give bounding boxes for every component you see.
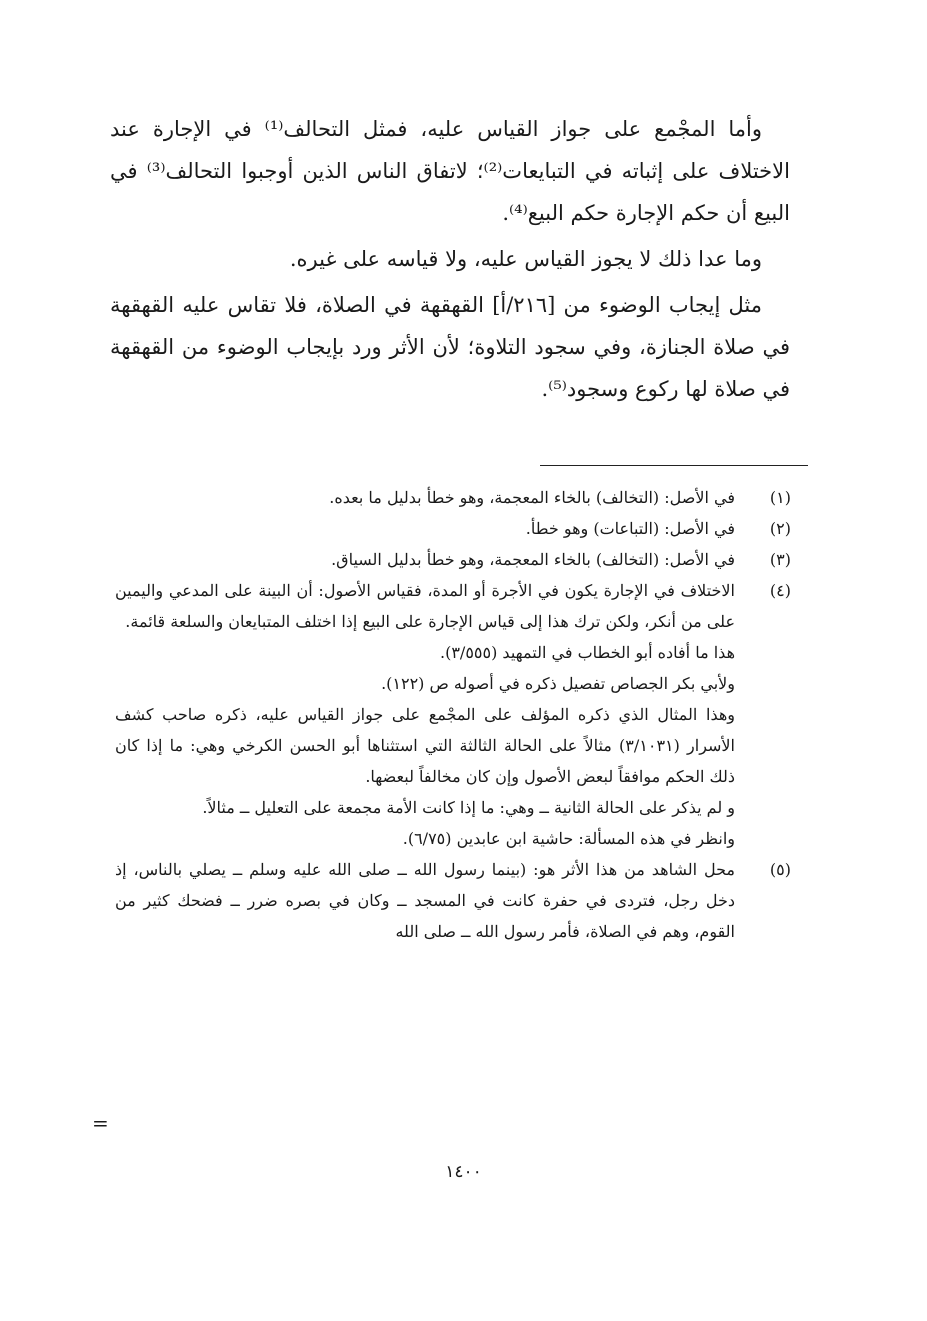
footnote-number: (١) bbox=[769, 488, 791, 507]
footnote-subparagraph: وانظر في هذه المسألة: حاشية ابن عابدين (٦/٧٥). bbox=[402, 829, 735, 848]
footnote-text: الاختلاف في الإجارة يكون في الأجرة أو المدة، فقياس الأصول: أن البينة على المدعي واليمين على من أنكر، ولكن ترك هذا إلى قياس الإجارة على البيع إذا اختلف المتبايعان والسلعة قائمة. bbox=[115, 581, 735, 631]
footnote-number: (٤) bbox=[769, 581, 791, 600]
footnote bbox=[115, 544, 791, 575]
footnote bbox=[115, 854, 791, 947]
footnote-text: في الأصل: (التخالف) بالخاء المعجمة، وهو خطأ بدليل السياق. bbox=[331, 550, 735, 569]
footnote bbox=[115, 513, 791, 544]
footnote-divider bbox=[540, 465, 808, 466]
footnote-number: (٢) bbox=[769, 519, 791, 538]
main-paragraph: وأما المجْمع على جواز القياس عليه، فمثل التحالف⁽¹⁾ في الإجارة عند الاختلاف على إثباته في التبايعات⁽²⁾؛ لاتفاق الناس الذين أوجبوا التحالف⁽³⁾ في البيع أن حكم الإجارة حكم البيع⁽⁴⁾. bbox=[110, 117, 790, 225]
main-paragraph: مثل إيجاب الوضوء من [٢١٦/أ] القهقهة في الصلاة، فلا تقاس عليه القهقهة في صلاة الجنازة، وفي سجود التلاوة؛ لأن الأثر ورد بإيجاب الوضوء من القهقهة في صلاة لها ركوع وسجود⁽⁵⁾. bbox=[110, 293, 790, 401]
footnote-subparagraph: وهذا المثال الذي ذكره المؤلف على المجْمع على جواز القياس عليه، ذكره صاحب كشف الأسرار (٣/١٠٣١) مثالاً على الحالة الثالثة التي استثناها أبو الحسن الكرخي وهي: ما إذا كان ذلك الحكم موافقاً لبعض الأصول وإن كان مخالفاً لبعضها. bbox=[115, 705, 736, 786]
footnote-text: محل الشاهد من هذا الأثر هو: (بينما رسول الله ــ صلى الله عليه وسلم ــ يصلي بالناس، إذ دخل رجل، فتردى في حفرة كانت في المسجد ــ وكان في بصره ضرر ــ فضحك كثير من القوم، وهم في الصلاة، فأمر رسول الله ــ صلى الله bbox=[115, 860, 735, 941]
footnote bbox=[115, 482, 791, 513]
footnote bbox=[115, 575, 791, 637]
continuation-mark: = bbox=[92, 1111, 109, 1135]
main-paragraph: وما عدا ذلك لا يجوز القياس عليه، ولا قياسه على غيره. bbox=[289, 247, 762, 271]
main-text bbox=[110, 108, 790, 414]
footnote-subparagraph: هذا ما أفاده أبو الخطاب في التمهيد (٣/٥٥٥). bbox=[440, 643, 735, 662]
footnote-subparagraph: ولأبي بكر الجصاص تفصيل ذكره في أصوله ص (١٢٢). bbox=[381, 674, 735, 693]
footnote-text: في الأصل: (التباعات) وهو خطأ. bbox=[525, 519, 735, 538]
footnote-number: (٣) bbox=[769, 550, 791, 569]
footnotes bbox=[115, 482, 791, 947]
footnote-subparagraph: و لم يذكر على الحالة الثانية ــ وهي: ما إذا كانت الأمة مجمعة على التعليل ــ مثالاً. bbox=[202, 798, 735, 817]
footnote-text: في الأصل: (التخالف) بالخاء المعجمة، وهو خطأ بدليل ما بعده. bbox=[329, 488, 735, 507]
page-number: ١٤٠٠ bbox=[445, 1162, 482, 1182]
footnote-number: (٥) bbox=[769, 860, 791, 879]
